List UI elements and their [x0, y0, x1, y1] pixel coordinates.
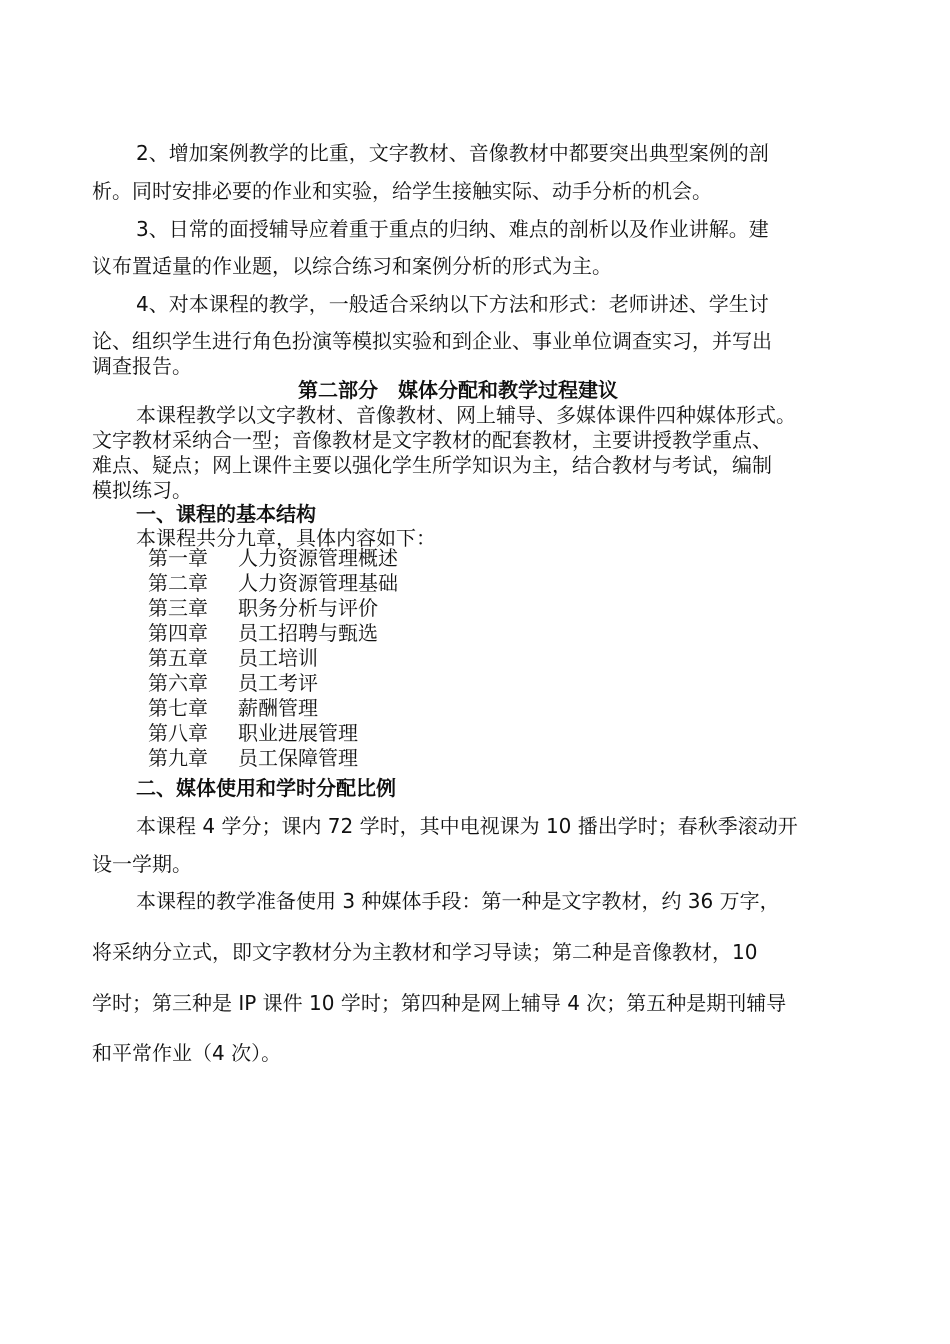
chapter-title: 员工考评 — [238, 671, 318, 695]
chapter-number: 第七章 — [148, 696, 208, 720]
section-2-para-2-line-1: 本课程的教学准备使用 3 种媒体手段：第一种是文字教材，约 36 万字， — [136, 889, 780, 913]
chapter-number: 第八章 — [148, 721, 208, 745]
section-2-para-2-line-4: 和平常作业（4 次）。 — [92, 1041, 282, 1065]
section-2-para-1-line-2: 设一学期。 — [92, 852, 192, 876]
item-3-line-1: 3、日常的面授辅导应着重于重点的归纳、难点的剖析以及作业讲解。建 — [136, 217, 769, 241]
chapter-item — [148, 721, 398, 746]
chapter-item — [148, 596, 398, 621]
chapter-title: 人力资源管理基础 — [238, 571, 398, 595]
item-2-line-2: 析。同时安排必要的作业和实验，给学生接触实际、动手分析的机会。 — [92, 179, 712, 203]
part-2-title: 第二部分 媒体分配和教学过程建议 — [298, 378, 618, 402]
chapter-item — [148, 621, 398, 646]
chapter-title: 员工保障管理 — [238, 746, 358, 770]
item-4-line-2: 论、组织学生进行角色扮演等模拟实验和到企业、事业单位调查实习，并写出 — [92, 329, 772, 353]
chapter-title: 员工招聘与甄选 — [238, 621, 378, 645]
chapter-number: 第五章 — [148, 646, 208, 670]
chapter-item — [148, 546, 398, 571]
chapter-title: 职务分析与评价 — [238, 596, 378, 620]
item-3-line-2: 议布置适量的作业题，以综合练习和案例分析的形式为主。 — [92, 254, 612, 278]
chapter-title: 职业进展管理 — [238, 721, 358, 745]
item-2-line-1: 2、增加案例教学的比重，文字教材、音像教材中都要突出典型案例的剖 — [136, 141, 769, 165]
part-2-line-4: 模拟练习。 — [92, 478, 192, 502]
chapter-item — [148, 571, 398, 596]
section-2-para-1-line-1: 本课程 4 学分；课内 72 学时，其中电视课为 10 播出学时；春秋季滚动开 — [136, 814, 798, 838]
chapter-item — [148, 746, 398, 771]
chapter-item — [148, 646, 398, 671]
part-2-line-1: 本课程教学以文字教材、音像教材、网上辅导、多媒体课件四种媒体形式。 — [136, 403, 796, 427]
item-4-line-3: 调查报告。 — [92, 354, 192, 378]
part-2-line-3: 难点、疑点；网上课件主要以强化学生所学知识为主，结合教材与考试，编制 — [92, 453, 772, 477]
section-2-heading: 二、媒体使用和学时分配比例 — [136, 776, 396, 800]
chapter-number: 第四章 — [148, 621, 208, 645]
chapter-title: 员工培训 — [238, 646, 318, 670]
chapter-number: 第六章 — [148, 671, 208, 695]
chapter-title: 薪酬管理 — [238, 696, 318, 720]
section-1-heading: 一、课程的基本结构 — [136, 502, 316, 526]
chapter-number: 第三章 — [148, 596, 208, 620]
item-4-line-1: 4、对本课程的教学，一般适合采纳以下方法和形式：老师讲述、学生讨 — [136, 292, 769, 316]
chapter-item — [148, 671, 398, 696]
section-2-para-2-line-3: 学时；第三种是 IP 课件 10 学时；第四种是网上辅导 4 次；第五种是期刊辅导 — [92, 991, 787, 1015]
section-2-para-2-line-2: 将采纳分立式，即文字教材分为主教材和学习导读；第二种是音像教材，10 — [92, 940, 758, 964]
chapter-item — [148, 696, 398, 721]
chapter-number: 第一章 — [148, 546, 208, 570]
section-1-intro: 本课程共分九章，具体内容如下： — [136, 526, 436, 550]
chapter-title: 人力资源管理概述 — [238, 546, 398, 570]
chapter-number: 第二章 — [148, 571, 208, 595]
part-2-line-2: 文字教材采纳合一型；音像教材是文字教材的配套教材，主要讲授教学重点、 — [92, 428, 772, 452]
chapter-list — [148, 546, 398, 771]
chapter-number: 第九章 — [148, 746, 208, 770]
